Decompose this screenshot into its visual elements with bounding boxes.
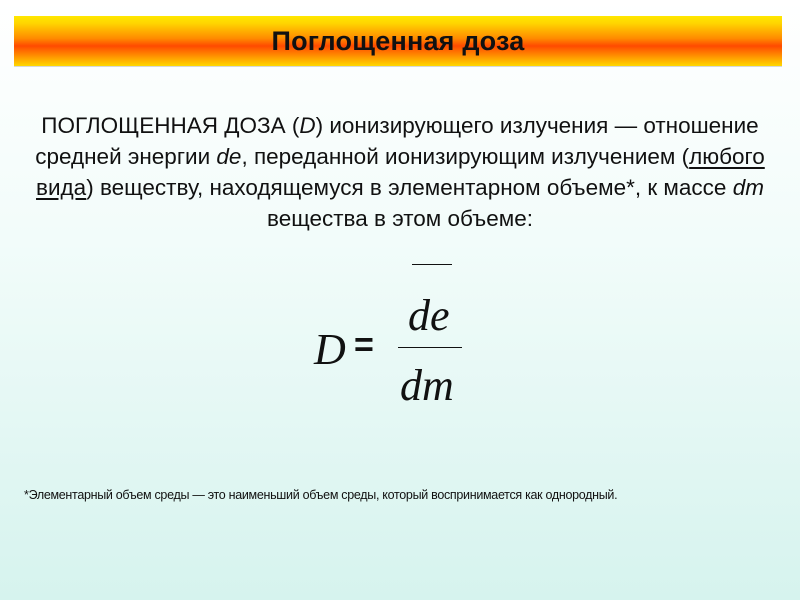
definition-text-4: ) веществу, находящемуся в элементарном объеме*, к массе: [86, 175, 733, 200]
definition-var-de: de: [216, 144, 242, 169]
formula-numerator: de: [408, 291, 450, 340]
formula-mean-overline: [412, 264, 452, 265]
footnote: *Элементарный объем среды — это наименьший объем среды, который воспринимается как однородный.: [24, 488, 618, 502]
slide-title: Поглощенная доза: [271, 25, 525, 56]
definition-var-dm: dm: [732, 175, 764, 200]
formula-equals: =: [354, 326, 374, 364]
definition-text-3: , переданной ионизирующим излучением (: [241, 144, 690, 169]
definition-text-1: ПОГЛОЩЕННАЯ ДОЗА (: [41, 113, 300, 138]
formula-denominator: dm: [400, 361, 454, 410]
definition-text-2: ) ионизирующего излучения — отношение средней энергии: [35, 113, 759, 169]
definition-var-D: D: [299, 113, 316, 138]
formula-fraction-bar: [398, 347, 462, 348]
formula-lhs: D: [314, 325, 346, 374]
title-banner: [14, 16, 782, 66]
definition-text-5: вещества в этом объеме:: [267, 206, 533, 231]
definition-paragraph: [30, 110, 770, 234]
definition-underlined-term: любого вида: [36, 144, 765, 200]
dose-formula: [300, 250, 500, 410]
